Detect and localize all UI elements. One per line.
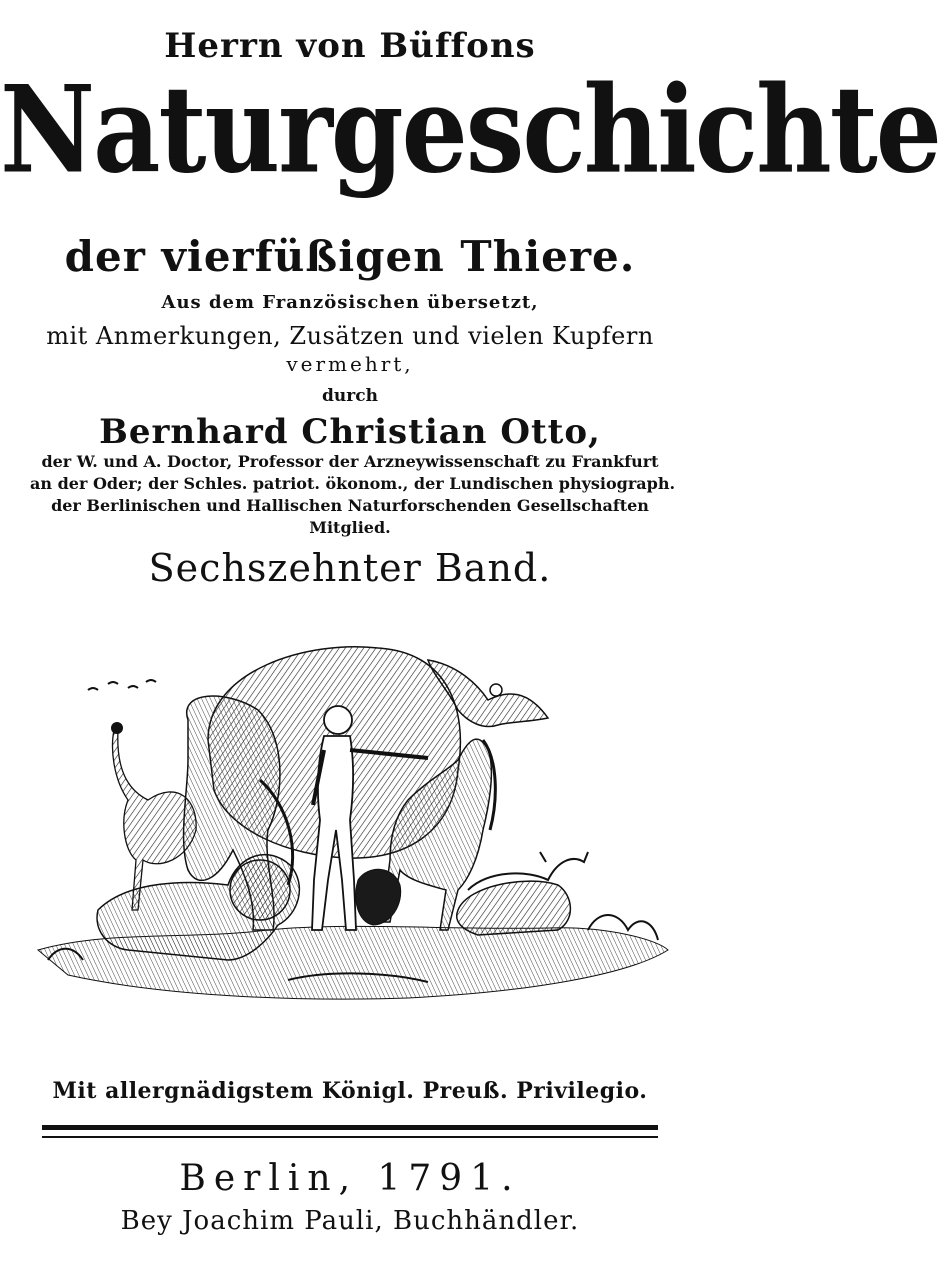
translation-line: Aus dem Französischen übersetzt, bbox=[161, 292, 539, 313]
volume-line: Sechszehnter Band. bbox=[148, 546, 552, 590]
credentials-line: an der Oder; der Schles. patriot. ökonom., der Lundischen physiograph. bbox=[30, 474, 676, 493]
by-line: durch bbox=[322, 386, 378, 406]
credentials-line: der Berlinischen und Hallischen Naturforschenden Gesellschaften bbox=[51, 496, 649, 515]
translator-name: Bernhard Christian Otto, bbox=[99, 412, 601, 452]
author-line: Herrn von Büffons bbox=[164, 26, 536, 66]
engraving-vignette-icon bbox=[28, 630, 672, 1010]
double-rule-thick bbox=[42, 1125, 658, 1130]
publisher-line: Bey Joachim Pauli, Buchhändler. bbox=[120, 1206, 580, 1236]
credentials-line: Mitglied. bbox=[309, 518, 391, 537]
privilege-line: Mit allergnädigstem Königl. Preuß. Privilegio. bbox=[52, 1078, 648, 1104]
subtitle: der vierfüßigen Thiere. bbox=[64, 232, 636, 281]
place-year-line: Berlin, 1791. bbox=[179, 1158, 521, 1199]
main-title: Naturgeschichte bbox=[0, 58, 940, 201]
additions-line: mit Anmerkungen, Zusätzen und vielen Kupfern bbox=[46, 322, 654, 350]
credentials-line: der W. und A. Doctor, Professor der Arzneywissenschaft zu Frankfurt bbox=[41, 452, 659, 471]
expanded-line: vermehrt, bbox=[286, 352, 414, 376]
double-rule-thin bbox=[42, 1136, 658, 1138]
